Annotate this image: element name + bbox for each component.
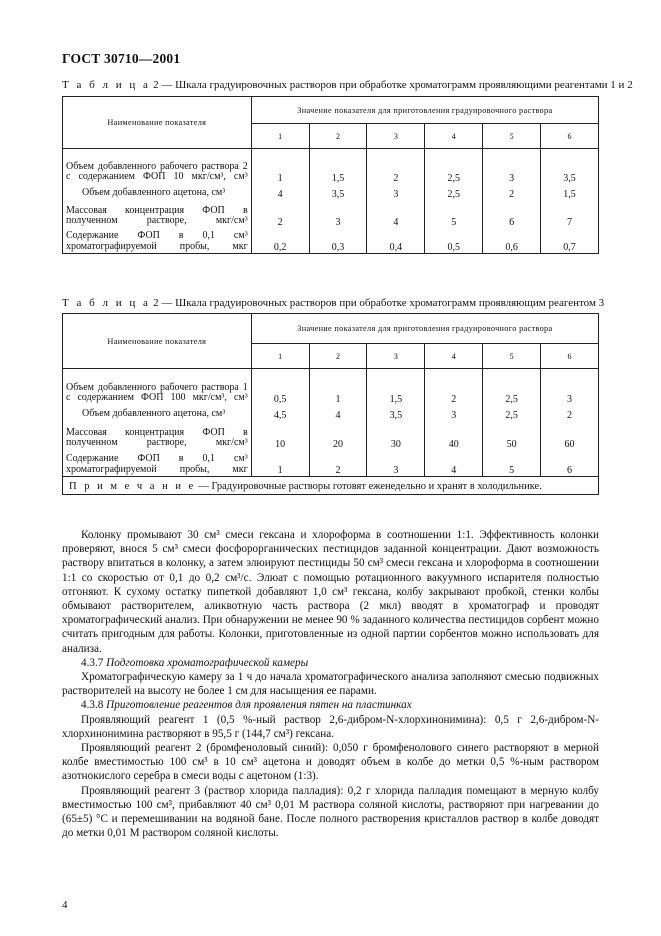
table-row: [63, 184, 599, 200]
table2-row1-name: Объем добавленного рабочего раствора 1 с содержанием ФОП 100 мкг/см³, см³: [63, 369, 252, 405]
table-cell: 3,5: [541, 149, 599, 184]
table-cell: 3,5: [367, 405, 425, 421]
table-cell: 0,4: [367, 228, 425, 254]
table-cell: 5: [425, 200, 483, 228]
table-cell: 50: [483, 421, 541, 450]
table-cell: 2: [541, 405, 599, 421]
table1-caption: [62, 79, 633, 91]
table-cell: 4: [367, 200, 425, 228]
table-row: [63, 450, 599, 477]
table-row: [63, 228, 599, 254]
table-cell: 0,2: [251, 228, 309, 254]
table-cell: 3,5: [309, 184, 367, 200]
table2-row3-name: Массовая концентрация ФОП в полученном растворе, мкг/см³: [63, 421, 252, 450]
table2-col-1: 1: [251, 344, 309, 369]
table-cell: 4: [309, 405, 367, 421]
table1-row4-name: Содержание ФОП в 0,1 см³ хроматографируемой пробы, мкг: [63, 228, 252, 254]
table-cell: 0,7: [541, 228, 599, 254]
table-cell: 7: [541, 200, 599, 228]
body-text: [62, 528, 599, 840]
table2: [62, 313, 599, 495]
table-cell: 1: [251, 149, 309, 184]
table2-header-group: Значение показателя для приготовления градуировочного раствора: [251, 314, 598, 344]
table2-caption: [62, 297, 604, 309]
table-cell: 20: [309, 421, 367, 450]
table2-col-5: 5: [483, 344, 541, 369]
paragraph: Проявляющий реагент 3 (раствор хлорида палладия): 0,2 г хлорида палладия помещают в мерную колбу вместимостью 100 см³, прибавляют 40 см³ 0,01 М раствора соляной кислоты, растворяют при нагревании до (65±5) °С и перемешивании на водяной бане. После полного растворения кристаллов раствор в колбе доводят до метки 0,01 М раствором соляной кислоты.: [62, 784, 599, 840]
section-heading-4-3-7: [62, 656, 599, 670]
table-cell: 4: [425, 450, 483, 477]
table-cell: 4,5: [251, 405, 309, 421]
table-cell: 5: [483, 450, 541, 477]
table1-row2-name: Объем добавленного ацетона, см³: [63, 184, 252, 200]
table-cell: 0,5: [251, 369, 309, 405]
table2-caption-text: 2 — Шкала градуировочных растворов при обработке хроматограмм проявляющим реагентом 3: [153, 297, 605, 309]
table-cell: 3: [425, 405, 483, 421]
table2-row2-name: Объем добавленного ацетона, см³: [63, 405, 252, 421]
table-cell: 3: [541, 369, 599, 405]
table2-note: [63, 477, 599, 495]
section-title: Подготовка хроматографической камеры: [106, 656, 309, 669]
table1-col-3: 3: [367, 124, 425, 149]
section-title: Приготовление реагентов для проявления пятен на пластинках: [106, 699, 412, 712]
table-cell: 2,5: [425, 184, 483, 200]
paragraph: Проявляющий реагент 2 (бромфеноловый синий): 0,050 г бромфенолового синего растворяют в мерной колбе вместимостью 100 см³ в 10 см³ ацетона и доводят объем в колбе до метки 0,5 %-ным раствором азотнокислого серебра в смеси воды с ацетоном (1:3).: [62, 742, 599, 783]
table1-caption-label: Т а б л и ц а: [62, 79, 151, 91]
table2-row4-name: Содержание ФОП в 0,1 см³ хроматографируемой пробы, мкг: [63, 450, 252, 477]
table-cell: 2: [425, 369, 483, 405]
table-cell: 0,5: [425, 228, 483, 254]
table-cell: 1: [309, 369, 367, 405]
table2-col-6: 6: [541, 344, 599, 369]
table-cell: 0,3: [309, 228, 367, 254]
table-cell: 2,5: [425, 149, 483, 184]
document-header: ГОСТ 30710—2001: [62, 51, 181, 66]
table-cell: 3: [367, 450, 425, 477]
table-cell: 1: [251, 450, 309, 477]
table-cell: 10: [251, 421, 309, 450]
page-number: 4: [62, 899, 68, 911]
table1-row3-name: Массовая концентрация ФОП в полученном растворе, мкг/см³: [63, 200, 252, 228]
table-cell: 4: [251, 184, 309, 200]
table1-col-6: 6: [541, 124, 599, 149]
table2-note-row: [63, 477, 599, 495]
table-row: [63, 421, 599, 450]
table1-header-name: Наименование показателя: [63, 97, 252, 149]
table-cell: 40: [425, 421, 483, 450]
table1-header-group: Значение показателя для приготовления градуировочного раствора: [251, 97, 598, 124]
table-cell: 2: [367, 149, 425, 184]
table-row: [63, 149, 599, 184]
table-cell: 1,5: [367, 369, 425, 405]
table2-col-3: 3: [367, 344, 425, 369]
table2-note-text: — Градуировочные растворы готовят еженедельно и хранят в холодильнике.: [195, 481, 542, 492]
paragraph: Колонку промывают 30 см³ смеси гексана и хлороформа в соотношении 1:1. Эффективность колонки проверяют, внося 5 см³ смеси фосфорорганических пестицидов заданной концентрации. Дают возможность раствору впитаться в колонку, а затем элюируют пестициды 50 см³ смеси гексана и хлороформа в соотношении 1:1 со скоростью от 0,1 до 0,2 см³/с. Элюат с помощью ротационного вакуумного испарителя полностью отгоняют. К сухому остатку пипеткой добавляют 1,0 см³ гексана, колбу закрывают пробкой, стенки колбы обмывают растворителем, аликвотную часть раствора (2 мкл) вводят в хроматограф и проводят хроматографический анализ. При обнаружении не менее 90 % заданного количества пестицидов сорбент можно считать пригодным для работы. Колонки, приготовленные из одной партии сорбентов можно использовать для анализа.: [62, 529, 599, 655]
section-number: 4.3.7: [81, 656, 104, 669]
section-heading-4-3-8: [62, 698, 599, 712]
paragraph: Проявляющий реагент 1 (0,5 %-ный раствор 2,6-дибром-N-хлорхинонимина): 0,5 г 2,6-дибром-N-хлорхинонимина растворяют в 95,5 г (144,7 см³) гексана.: [62, 713, 599, 740]
table2-col-2: 2: [309, 344, 367, 369]
table-cell: 2,5: [483, 405, 541, 421]
table-row: [63, 200, 599, 228]
table-cell: 0,6: [483, 228, 541, 254]
table-cell: 6: [483, 200, 541, 228]
table-cell: 1,5: [309, 149, 367, 184]
table2-header-name: Наименование показателя: [63, 314, 252, 369]
table2-col-4: 4: [425, 344, 483, 369]
table-cell: 2: [309, 450, 367, 477]
table-cell: 3: [483, 149, 541, 184]
table1-col-2: 2: [309, 124, 367, 149]
table1-row1-name: Объем добавленного рабочего раствора 2 с содержанием ФОП 10 мкг/см³, см³: [63, 149, 252, 184]
table-cell: 2: [483, 184, 541, 200]
table-row: [63, 369, 599, 405]
table1-caption-text: 2 — Шкала градуировочных растворов при обработке хроматограмм проявляющими реагентами 1 и 2: [153, 79, 633, 91]
table-cell: 60: [541, 421, 599, 450]
table2-note-label: П р и м е ч а н и е: [69, 481, 196, 492]
table1: [62, 96, 599, 254]
table-cell: 3: [309, 200, 367, 228]
table-row: [63, 405, 599, 421]
table-cell: 1,5: [541, 184, 599, 200]
table-cell: 6: [541, 450, 599, 477]
section-number: 4.3.8: [81, 699, 104, 712]
table1-col-1: 1: [251, 124, 309, 149]
paragraph: Хроматографическую камеру за 1 ч до начала хроматографического анализа заполняют смесью подвижных растворителей на высоту не более 1 см для насыщения ее парами.: [62, 671, 599, 698]
table-cell: 2,5: [483, 369, 541, 405]
table-cell: 2: [251, 200, 309, 228]
table1-col-5: 5: [483, 124, 541, 149]
table-cell: 30: [367, 421, 425, 450]
table-cell: 3: [367, 184, 425, 200]
table2-caption-label: Т а б л и ц а: [62, 297, 151, 309]
table1-col-4: 4: [425, 124, 483, 149]
